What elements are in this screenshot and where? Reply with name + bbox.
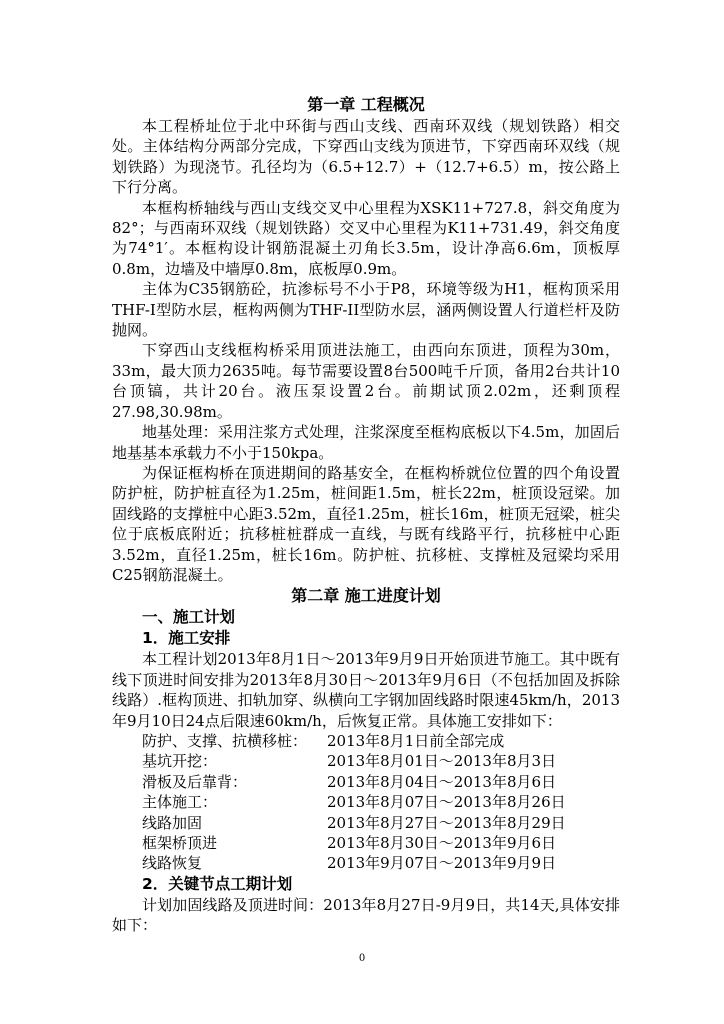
section-heading: 一、施工计划	[142, 608, 236, 627]
schedule-date: 2013年8月27日～2013年8月29日	[327, 813, 566, 832]
subsection-heading: 2．关键节点工期计划	[142, 874, 293, 893]
schedule-task: 线路恢复	[142, 854, 203, 873]
page-number: 0	[358, 953, 366, 964]
schedule-date: 2013年8月01日～2013年8月3日	[327, 752, 557, 771]
subsection-heading: 1．施工安排	[142, 629, 231, 648]
schedule-date: 2013年8月30日～2013年9月6日	[327, 834, 557, 852]
chapter2-title: 第二章 施工进度计划	[291, 586, 441, 606]
paragraph: 本框构桥轴线与西山支线交叉中心里程为XSK11+727.8，斜交角度为82°；与西南环双线（规划铁路）交叉中心里程为K11+731.49，斜交角度为74°1′。本框构设计钢筋混凝土刃角长3.5m，设计净高6.6m，顶板厚0.8m，边墙及中墙厚0.8m，底板厚0.9m。	[112, 198, 620, 278]
schedule-date: 2013年8月07日～2013年8月26日	[327, 793, 566, 812]
schedule-row	[112, 751, 620, 771]
schedule-task: 框架桥顶进	[142, 834, 218, 852]
schedule-list	[112, 731, 620, 874]
schedule-row	[112, 772, 620, 792]
paragraph: 本工程计划2013年8月1日～2013年9月9日开始顶进节施工。其中既有线下顶进时间安排为2013年8月30日～2013年9月6日（不包括加固及拆除线路）.框构顶进、扣轨加穿、纵横向工字钢加固线路时限速45km/h，2013年9月10日24点后限速60km/h，后恢复正常。具体施工安排如下：	[112, 650, 620, 730]
schedule-task: 主体施工：	[142, 793, 218, 812]
paragraph: 下穿西山支线框构桥采用顶进法施工，由西向东顶进，顶程为30m，33m，最大顶力2635吨。每节需要设置8台500吨千斤顶，备用2台共计10台顶镐，共计20台。液压泵设置2台。前期试顶2.02m，还剩顶程27.98,30.98m。	[112, 341, 620, 421]
paragraph: 本工程桥址位于北中环街与西山支线、西南环双线（规划铁路）相交处。主体结构分两部分完成，下穿西山支线为顶进节，下穿西南环双线（规划铁路）为现浇节。孔径均为（6.5+12.7）+（12.7+6.5）m，按公路上下行分离。	[112, 117, 620, 197]
schedule-row	[112, 853, 620, 873]
schedule-date: 2013年8月1日前全部完成	[327, 731, 505, 750]
schedule-row	[112, 731, 620, 751]
schedule-row	[112, 833, 620, 853]
paragraph: 主体为C35钢筋砼，抗渗标号不小于P8，环境等级为H1，框构顶采用THF-I型防水层，框构两侧为THF-II型防水层，涵两侧设置人行道栏杆及防抛网。	[112, 280, 620, 340]
chapter1-title: 第一章 工程概况	[307, 95, 425, 114]
paragraph: 地基处理：采用注浆方式处理，注浆深度至框构底板以下4.5m，加固后地基基本承载力不小于150kpa。	[112, 423, 620, 462]
schedule-task: 滑板及后靠背：	[142, 772, 248, 791]
schedule-task: 线路加固	[142, 813, 203, 832]
schedule-date: 2013年9月07日～2013年9月9日	[327, 854, 557, 873]
document-page	[112, 88, 620, 936]
schedule-date: 2013年8月04日～2013年8月6日	[327, 772, 557, 791]
paragraph: 计划加固线路及顶进时间：2013年8月27日-9月9日，共14天,具体安排如下：	[112, 895, 620, 935]
schedule-task: 基坑开挖：	[142, 752, 218, 771]
paragraph: 为保证框构桥在顶进期间的路基安全，在框构桥就位位置的四个角设置防护桩，防护桩直径为1.25m，桩间距1.5m，桩长22m，桩顶设冠梁。加固线路的支撑桩中心距3.52m，直径1.25m，桩长16m，桩顶无冠梁，桩尖位于底板底附近；抗移桩桩群成一直线，与既有线路平行，抗移桩中心距3.52m，直径1.25m，桩长16m。防护桩、抗移桩、支撑桩及冠梁均采用C25钢筋混凝土。	[112, 463, 620, 584]
schedule-row	[112, 813, 620, 833]
schedule-row	[112, 792, 620, 812]
schedule-task: 防护、支撑、抗横移桩：	[142, 731, 308, 750]
